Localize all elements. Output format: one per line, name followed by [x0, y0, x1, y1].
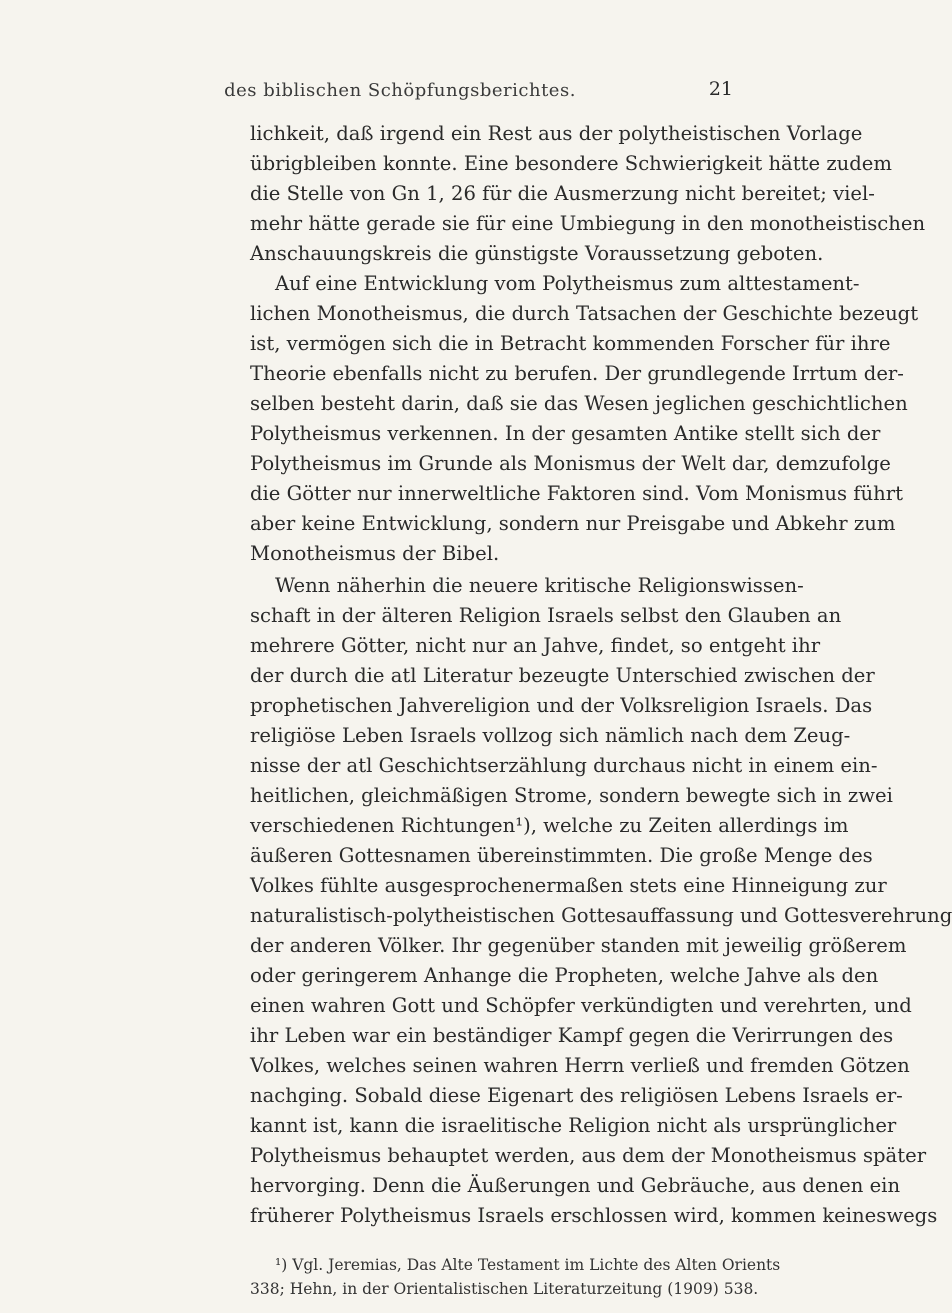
footnote-line: ¹) Vgl. Jeremias, Das Alte Testament im Lichte des Alten Orients [275, 1256, 781, 1274]
text-line: lichkeit, daß irgend ein Rest aus der polytheistischen Vorlage [250, 122, 863, 145]
text-line: Wenn näherhin die neuere kritische Religionswissen- [275, 574, 804, 597]
text-line: nisse der atl Geschichtserzählung durchaus nicht in einem ein- [250, 754, 878, 777]
footnote-line: 338; Hehn, in der Orientalistischen Literaturzeitung (1909) 538. [250, 1280, 759, 1298]
running-head: des biblischen Schöpfungsberichtes. [224, 80, 576, 101]
text-line: mehr hätte gerade sie für eine Umbiegung in den monotheistischen [250, 212, 926, 235]
text-line: Polytheismus verkennen. In der gesamten Antike stellt sich der [250, 422, 881, 445]
text-line: Polytheismus im Grunde als Monismus der Welt dar, demzufolge [250, 452, 891, 475]
text-line: die Götter nur innerweltliche Faktoren sind. Vom Monismus führt [250, 482, 903, 505]
text-line: mehrere Götter, nicht nur an Jahve, findet, so entgeht ihr [250, 634, 821, 657]
text-line: heitlichen, gleichmäßigen Strome, sondern bewegte sich in zwei [250, 784, 893, 807]
text-line: oder geringerem Anhange die Propheten, welche Jahve als den [250, 964, 879, 987]
text-line: der anderen Völker. Ihr gegenüber standen mit jeweilig größerem [250, 934, 907, 957]
text-line: naturalistisch-polytheistischen Gottesauffassung und Gottesverehrung [250, 904, 952, 927]
text-line: ist, vermögen sich die in Betracht kommenden Forscher für ihre [250, 332, 891, 355]
text-line: selben besteht darin, daß sie das Wesen jeglichen geschichtlichen [250, 392, 908, 415]
text-line: prophetischen Jahvereligion und der Volksreligion Israels. Das [250, 694, 873, 717]
text-line: Theorie ebenfalls nicht zu berufen. Der grundlegende Irrtum der- [250, 362, 904, 385]
text-line: Anschauungskreis die günstigste Voraussetzung geboten. [250, 242, 824, 265]
page-number: 21 [708, 78, 733, 100]
text-line: Volkes, welches seinen wahren Herrn verließ und fremden Götzen [250, 1054, 910, 1077]
text-line: verschiedenen Richtungen¹), welche zu Zeiten allerdings im [250, 814, 849, 837]
text-line: Monotheismus der Bibel. [250, 542, 500, 565]
text-line: Auf eine Entwicklung vom Polytheismus zum alttestament- [275, 272, 860, 295]
text-line: nachging. Sobald diese Eigenart des religiösen Lebens Israels er- [250, 1084, 903, 1107]
text-line: schaft in der älteren Religion Israels selbst den Glauben an [250, 604, 842, 627]
text-line: ihr Leben war ein beständiger Kampf gegen die Verirrungen des [250, 1024, 894, 1047]
text-line: früherer Polytheismus Israels erschlossen wird, kommen keineswegs [250, 1204, 938, 1227]
text-line: aber keine Entwicklung, sondern nur Preisgabe und Abkehr zum [250, 512, 896, 535]
text-line: übrigbleiben konnte. Eine besondere Schwierigkeit hätte zudem [250, 152, 892, 175]
text-line: einen wahren Gott und Schöpfer verkündigten und verehrten, und [250, 994, 912, 1017]
text-line: hervorging. Denn die Äußerungen und Gebräuche, aus denen ein [250, 1174, 901, 1197]
text-line: Volkes fühlte ausgesprochenermaßen stets eine Hinneigung zur [250, 874, 887, 897]
text-line: äußeren Gottesnamen übereinstimmten. Die große Menge des [250, 844, 873, 867]
text-line: der durch die atl Literatur bezeugte Unterschied zwischen der [250, 664, 875, 687]
text-line: religiöse Leben Israels vollzog sich nämlich nach dem Zeug- [250, 724, 851, 747]
text-line: die Stelle von Gn 1, 26 für die Ausmerzung nicht bereitet; viel- [250, 182, 875, 205]
text-line: Polytheismus behauptet werden, aus dem der Monotheismus später [250, 1144, 927, 1167]
text-line: kannt ist, kann die israelitische Religion nicht als ursprünglicher [250, 1114, 897, 1137]
text-line: lichen Monotheismus, die durch Tatsachen der Geschichte bezeugt [250, 302, 919, 325]
